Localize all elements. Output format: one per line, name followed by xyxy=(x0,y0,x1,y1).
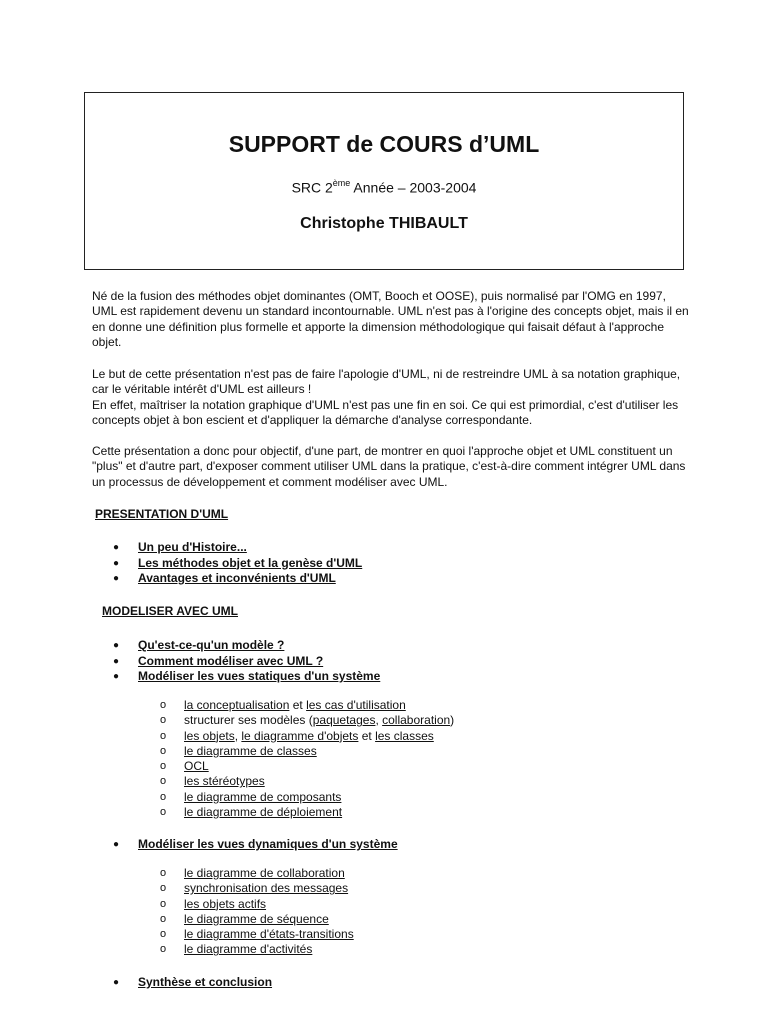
circle-bullet-icon: o xyxy=(160,699,167,711)
link-classes[interactable]: les classes xyxy=(375,728,434,743)
intro-paragraph-3: Cette présentation a donc pour objectif, d'une part, de montrer en quoi l'approche objet et UML constituent un "plus" et d'autre part, d'exposer comment utiliser UML dans la pratique, c'est-à-dire comment intégrer UML dans un processus de développement et comment modéliser avec UML. xyxy=(92,444,686,489)
list-item xyxy=(160,912,354,927)
static-views-list xyxy=(160,698,454,820)
circle-bullet-icon: o xyxy=(160,943,167,956)
link-vues-dynamiques[interactable]: Modéliser les vues dynamiques d'un système xyxy=(138,837,398,851)
list-item xyxy=(160,942,354,957)
conclusion-list xyxy=(110,975,272,991)
dynamic-heading-list xyxy=(110,837,398,853)
link-objets[interactable]: les objets xyxy=(184,728,235,743)
link-comment-modeliser[interactable]: Comment modéliser avec UML ? xyxy=(138,653,324,668)
link-modele[interactable]: Qu'est-ce-qu'un modèle ? xyxy=(138,638,285,652)
link-vues-statiques[interactable]: Modéliser les vues statiques d'un système xyxy=(138,669,381,683)
bullet-icon: ● xyxy=(113,671,120,682)
list-item xyxy=(160,805,454,820)
text-separator: et xyxy=(358,728,376,743)
intro-paragraph-2a: Le but de cette présentation n'est pas de faire l'apologie d'UML, ni de restreindre UML à sa notation graphique, car le véritable intérêt d'UML est ailleurs ! xyxy=(92,367,681,397)
circle-bullet-icon: o xyxy=(160,744,167,757)
circle-bullet-icon: o xyxy=(160,790,167,803)
list-item[interactable] xyxy=(110,638,380,654)
circle-bullet-icon: o xyxy=(160,729,167,742)
link-stereotypes[interactable]: les stéréotypes xyxy=(184,774,265,789)
subtitle-superscript: ème xyxy=(332,178,351,188)
list-item[interactable] xyxy=(110,837,398,853)
link-histoire[interactable]: Un peu d'Histoire... xyxy=(138,540,247,554)
bullet-icon: ● xyxy=(113,557,120,569)
title-box xyxy=(84,92,684,270)
list-item xyxy=(160,897,354,912)
circle-bullet-icon: o xyxy=(160,912,167,925)
list-item xyxy=(160,881,354,896)
link-diagramme-objets[interactable]: le diagramme d'objets xyxy=(241,728,359,743)
modeliser-list xyxy=(110,638,380,685)
list-item[interactable] xyxy=(110,975,272,991)
text-separator: et xyxy=(289,698,307,712)
section-heading-modeliser[interactable]: MODELISER AVEC UML xyxy=(102,604,239,618)
link-avantages[interactable]: Avantages et inconvénients d'UML xyxy=(138,571,336,585)
section-heading-presentation[interactable]: PRESENTATION D'UML xyxy=(95,507,229,521)
list-item[interactable] xyxy=(110,669,380,685)
link-methodes-objet[interactable]: Les méthodes objet et la genèse d'UML xyxy=(138,555,363,570)
bullet-icon: ● xyxy=(113,977,120,988)
bullet-icon: ● xyxy=(113,640,120,651)
bullet-icon: ● xyxy=(113,839,120,850)
intro-paragraph-1: Né de la fusion des méthodes objet dominantes (OMT, Booch et OOSE), puis normalisé par l'OMG en 1997, UML est rapidement devenu un standard incontournable. UML n'est pas à l'origine des concepts objet, mais il en en donne une définition plus formelle et apporte la dimension méthodologique qui faisait défaut à l'approche objet. xyxy=(92,289,689,350)
document-subtitle xyxy=(85,179,683,196)
circle-bullet-icon: o xyxy=(160,897,167,910)
list-item[interactable] xyxy=(110,556,362,572)
link-conceptualisation[interactable]: la conceptualisation xyxy=(184,698,290,712)
circle-bullet-icon: o xyxy=(160,882,167,895)
link-diagramme-deploiement[interactable]: le diagramme de déploiement xyxy=(184,805,343,820)
text-separator: , xyxy=(375,713,383,728)
link-ocl[interactable]: OCL xyxy=(184,759,209,774)
list-item xyxy=(160,866,354,881)
link-diagramme-composants[interactable]: le diagramme de composants xyxy=(184,789,342,804)
link-paquetages[interactable]: paquetages xyxy=(312,713,376,728)
list-item xyxy=(160,759,454,774)
document-title: SUPPORT de COURS d’UML xyxy=(228,131,540,157)
intro-paragraph-2 xyxy=(92,367,692,429)
list-item xyxy=(160,744,454,759)
document-author: Christophe THIBAULT xyxy=(300,215,468,232)
list-item xyxy=(160,698,454,713)
list-item xyxy=(160,774,454,789)
dynamic-views-list xyxy=(160,866,354,958)
text-separator: , xyxy=(234,728,242,743)
link-diagramme-etats-transitions[interactable]: le diagramme d'états-transitions xyxy=(184,927,354,942)
list-item xyxy=(160,790,454,805)
link-diagramme-activites[interactable]: le diagramme d'activités xyxy=(184,942,313,957)
link-synchronisation[interactable]: synchronisation des messages xyxy=(184,881,349,896)
link-collaboration[interactable]: collaboration xyxy=(382,713,451,728)
subtitle-suffix: Année – 2003-2004 xyxy=(350,179,477,196)
list-item xyxy=(160,729,454,744)
text-close-paren: ) xyxy=(450,713,455,728)
presentation-list xyxy=(110,540,362,587)
text-structurer: structurer ses modèles ( xyxy=(184,713,313,728)
circle-bullet-icon: o xyxy=(160,806,167,819)
link-objets-actifs[interactable]: les objets actifs xyxy=(184,896,267,911)
subtitle-prefix: SRC 2 xyxy=(291,179,333,196)
list-item[interactable] xyxy=(110,540,362,556)
circle-bullet-icon: o xyxy=(160,928,167,941)
link-diagramme-collaboration[interactable]: le diagramme de collaboration xyxy=(184,866,345,880)
circle-bullet-icon: o xyxy=(160,760,167,773)
link-synthese[interactable]: Synthèse et conclusion xyxy=(138,975,273,989)
list-item[interactable] xyxy=(110,654,380,670)
bullet-icon: ● xyxy=(113,573,120,584)
bullet-icon: ● xyxy=(113,655,120,667)
link-diagramme-sequence[interactable]: le diagramme de séquence xyxy=(184,911,329,926)
list-item xyxy=(160,713,454,728)
intro-paragraph-2b: En effet, maîtriser la notation graphique d'UML n'est pas une fin en soi. Ce qui est primordial, c'est d'utiliser les concepts objet à bon escient et d'appliquer la démarche d'analyse correspondante. xyxy=(92,397,679,428)
list-item xyxy=(160,927,354,942)
circle-bullet-icon: o xyxy=(160,867,167,879)
list-item[interactable] xyxy=(110,571,362,587)
circle-bullet-icon: o xyxy=(160,714,167,727)
link-diagramme-classes[interactable]: le diagramme de classes xyxy=(184,743,317,758)
circle-bullet-icon: o xyxy=(160,775,167,788)
link-cas-utilisation[interactable]: les cas d'utilisation xyxy=(306,698,406,712)
bullet-icon: ● xyxy=(113,542,120,553)
